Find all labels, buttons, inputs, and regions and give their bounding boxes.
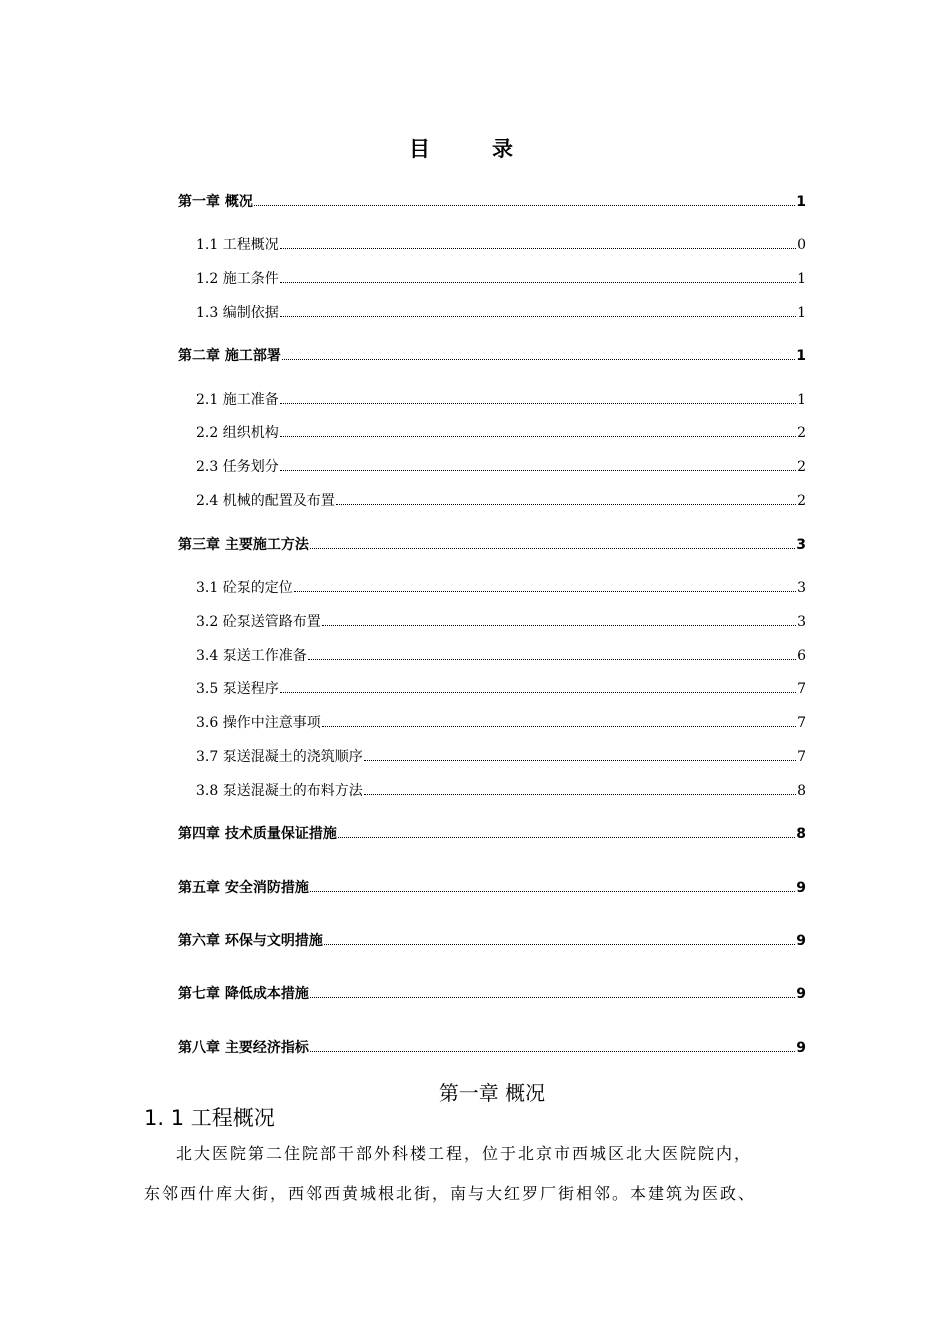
toc-page-number: 1: [796, 348, 806, 364]
toc-entry-label: 3.8 泵送混凝土的布料方法: [196, 783, 363, 799]
toc-chapter-entry[interactable]: [178, 879, 806, 897]
toc-dot-leader: [338, 825, 795, 838]
toc-dot-leader: [310, 1039, 795, 1052]
toc-entry-label: 2.2 组织机构: [196, 425, 279, 441]
toc-entry-label: 第八章 主要经济指标: [178, 1040, 309, 1056]
toc-title: 目录: [409, 137, 575, 161]
toc-entry-label: 第四章 技术质量保证措施: [178, 826, 337, 842]
paragraph-line-1: 北大医院第二住院部干部外科楼工程，位于北京市西城区北大医院院内，: [176, 1144, 753, 1163]
toc-section-entry[interactable]: [196, 579, 806, 597]
toc-dot-leader: [280, 680, 796, 693]
toc-page-number: 1: [797, 271, 806, 287]
toc-chapter-entry[interactable]: [178, 1039, 806, 1057]
toc-entry-label: 1.2 施工条件: [196, 271, 279, 287]
toc-section-entry[interactable]: [196, 424, 806, 442]
chapter-heading: 第一章 概况: [438, 1081, 546, 1105]
toc-entry-label: 第六章 环保与文明措施: [178, 933, 323, 949]
toc-section-entry[interactable]: [196, 782, 806, 800]
toc-entry-label: 3.5 泵送程序: [196, 681, 279, 697]
toc-section-entry[interactable]: [196, 492, 806, 510]
toc-chapter-entry[interactable]: [178, 193, 806, 211]
toc-section-entry[interactable]: [196, 613, 806, 631]
toc-section-entry[interactable]: [196, 236, 806, 254]
toc-page-number: 1: [796, 194, 806, 210]
toc-chapter-entry[interactable]: [178, 536, 806, 554]
toc-page-number: 9: [796, 880, 806, 896]
toc-entry-label: 第二章 施工部署: [178, 348, 281, 364]
toc-dot-leader: [280, 458, 796, 471]
toc-section-entry[interactable]: [196, 270, 806, 288]
toc-section-entry[interactable]: [196, 304, 806, 322]
toc-dot-leader: [310, 536, 795, 549]
toc-dot-leader: [322, 613, 796, 626]
toc-dot-leader: [336, 492, 796, 505]
toc-dot-leader: [364, 748, 796, 761]
toc-page-number: 2: [797, 493, 806, 509]
toc-page-number: 1: [797, 392, 806, 408]
toc-entry-label: 第五章 安全消防措施: [178, 880, 309, 896]
toc-page-number: 8: [797, 783, 806, 799]
toc-entry-label: 第七章 降低成本措施: [178, 986, 309, 1002]
toc-page-number: 6: [797, 648, 806, 664]
toc-page-number: 2: [797, 425, 806, 441]
toc-chapter-entry[interactable]: [178, 932, 806, 950]
toc-page-number: 7: [797, 681, 806, 697]
toc-dot-leader: [310, 985, 795, 998]
toc-section-entry[interactable]: [196, 680, 806, 698]
toc-dot-leader: [308, 647, 796, 660]
toc-page-number: 3: [796, 537, 806, 553]
toc-dot-leader: [280, 304, 796, 317]
toc-section-entry[interactable]: [196, 748, 806, 766]
toc-page-number: 1: [797, 305, 806, 321]
toc-dot-leader: [322, 714, 796, 727]
toc-page-number: 0: [797, 237, 806, 253]
toc-section-entry[interactable]: [196, 391, 806, 409]
toc-entry-label: 3.6 操作中注意事项: [196, 715, 321, 731]
toc-entry-label: 1.3 编制依据: [196, 305, 279, 321]
toc-dot-leader: [280, 391, 796, 404]
toc-dot-leader: [280, 424, 796, 437]
toc-page-number: 7: [797, 749, 806, 765]
paragraph-line-2: 东邻西什库大街，西邻西黄城根北街，南与大红罗厂街相邻。本建筑为医政、: [144, 1184, 757, 1203]
toc-dot-leader: [324, 932, 795, 945]
toc-entry-label: 3.2 砼泵送管路布置: [196, 614, 321, 630]
toc-page-number: 9: [796, 1040, 806, 1056]
toc-page-number: 2: [797, 459, 806, 475]
toc-entry-label: 1.1 工程概况: [196, 237, 279, 253]
toc-page-number: 8: [796, 826, 806, 842]
toc-chapter-entry[interactable]: [178, 825, 806, 843]
toc-dot-leader: [280, 270, 796, 283]
toc-dot-leader: [294, 579, 796, 592]
toc-page-number: 9: [796, 933, 806, 949]
toc-section-entry[interactable]: [196, 714, 806, 732]
toc-entry-label: 3.7 泵送混凝土的浇筑顺序: [196, 749, 363, 765]
toc-dot-leader: [364, 782, 796, 795]
toc-section-entry[interactable]: [196, 647, 806, 665]
toc-chapter-entry[interactable]: [178, 347, 806, 365]
toc-entry-label: 2.4 机械的配置及布置: [196, 493, 335, 509]
toc-dot-leader: [310, 879, 795, 892]
toc-page-number: 3: [797, 580, 806, 596]
toc-entry-label: 3.4 泵送工作准备: [196, 648, 307, 664]
toc-page-number: 7: [797, 715, 806, 731]
toc-dot-leader: [280, 236, 796, 249]
toc-dot-leader: [282, 347, 795, 360]
toc-entry-label: 第三章 主要施工方法: [178, 537, 309, 553]
toc-chapter-entry[interactable]: [178, 985, 806, 1003]
toc-page-number: 3: [797, 614, 806, 630]
toc-entry-label: 2.1 施工准备: [196, 392, 279, 408]
section-heading: 1. 1 工程概况: [144, 1106, 275, 1130]
toc-section-entry[interactable]: [196, 458, 806, 476]
toc-entry-label: 第一章 概况: [178, 194, 253, 210]
toc-entry-label: 2.3 任务划分: [196, 459, 279, 475]
toc-entry-label: 3.1 砼泵的定位: [196, 580, 293, 596]
toc-dot-leader: [254, 193, 795, 206]
toc-page-number: 9: [796, 986, 806, 1002]
